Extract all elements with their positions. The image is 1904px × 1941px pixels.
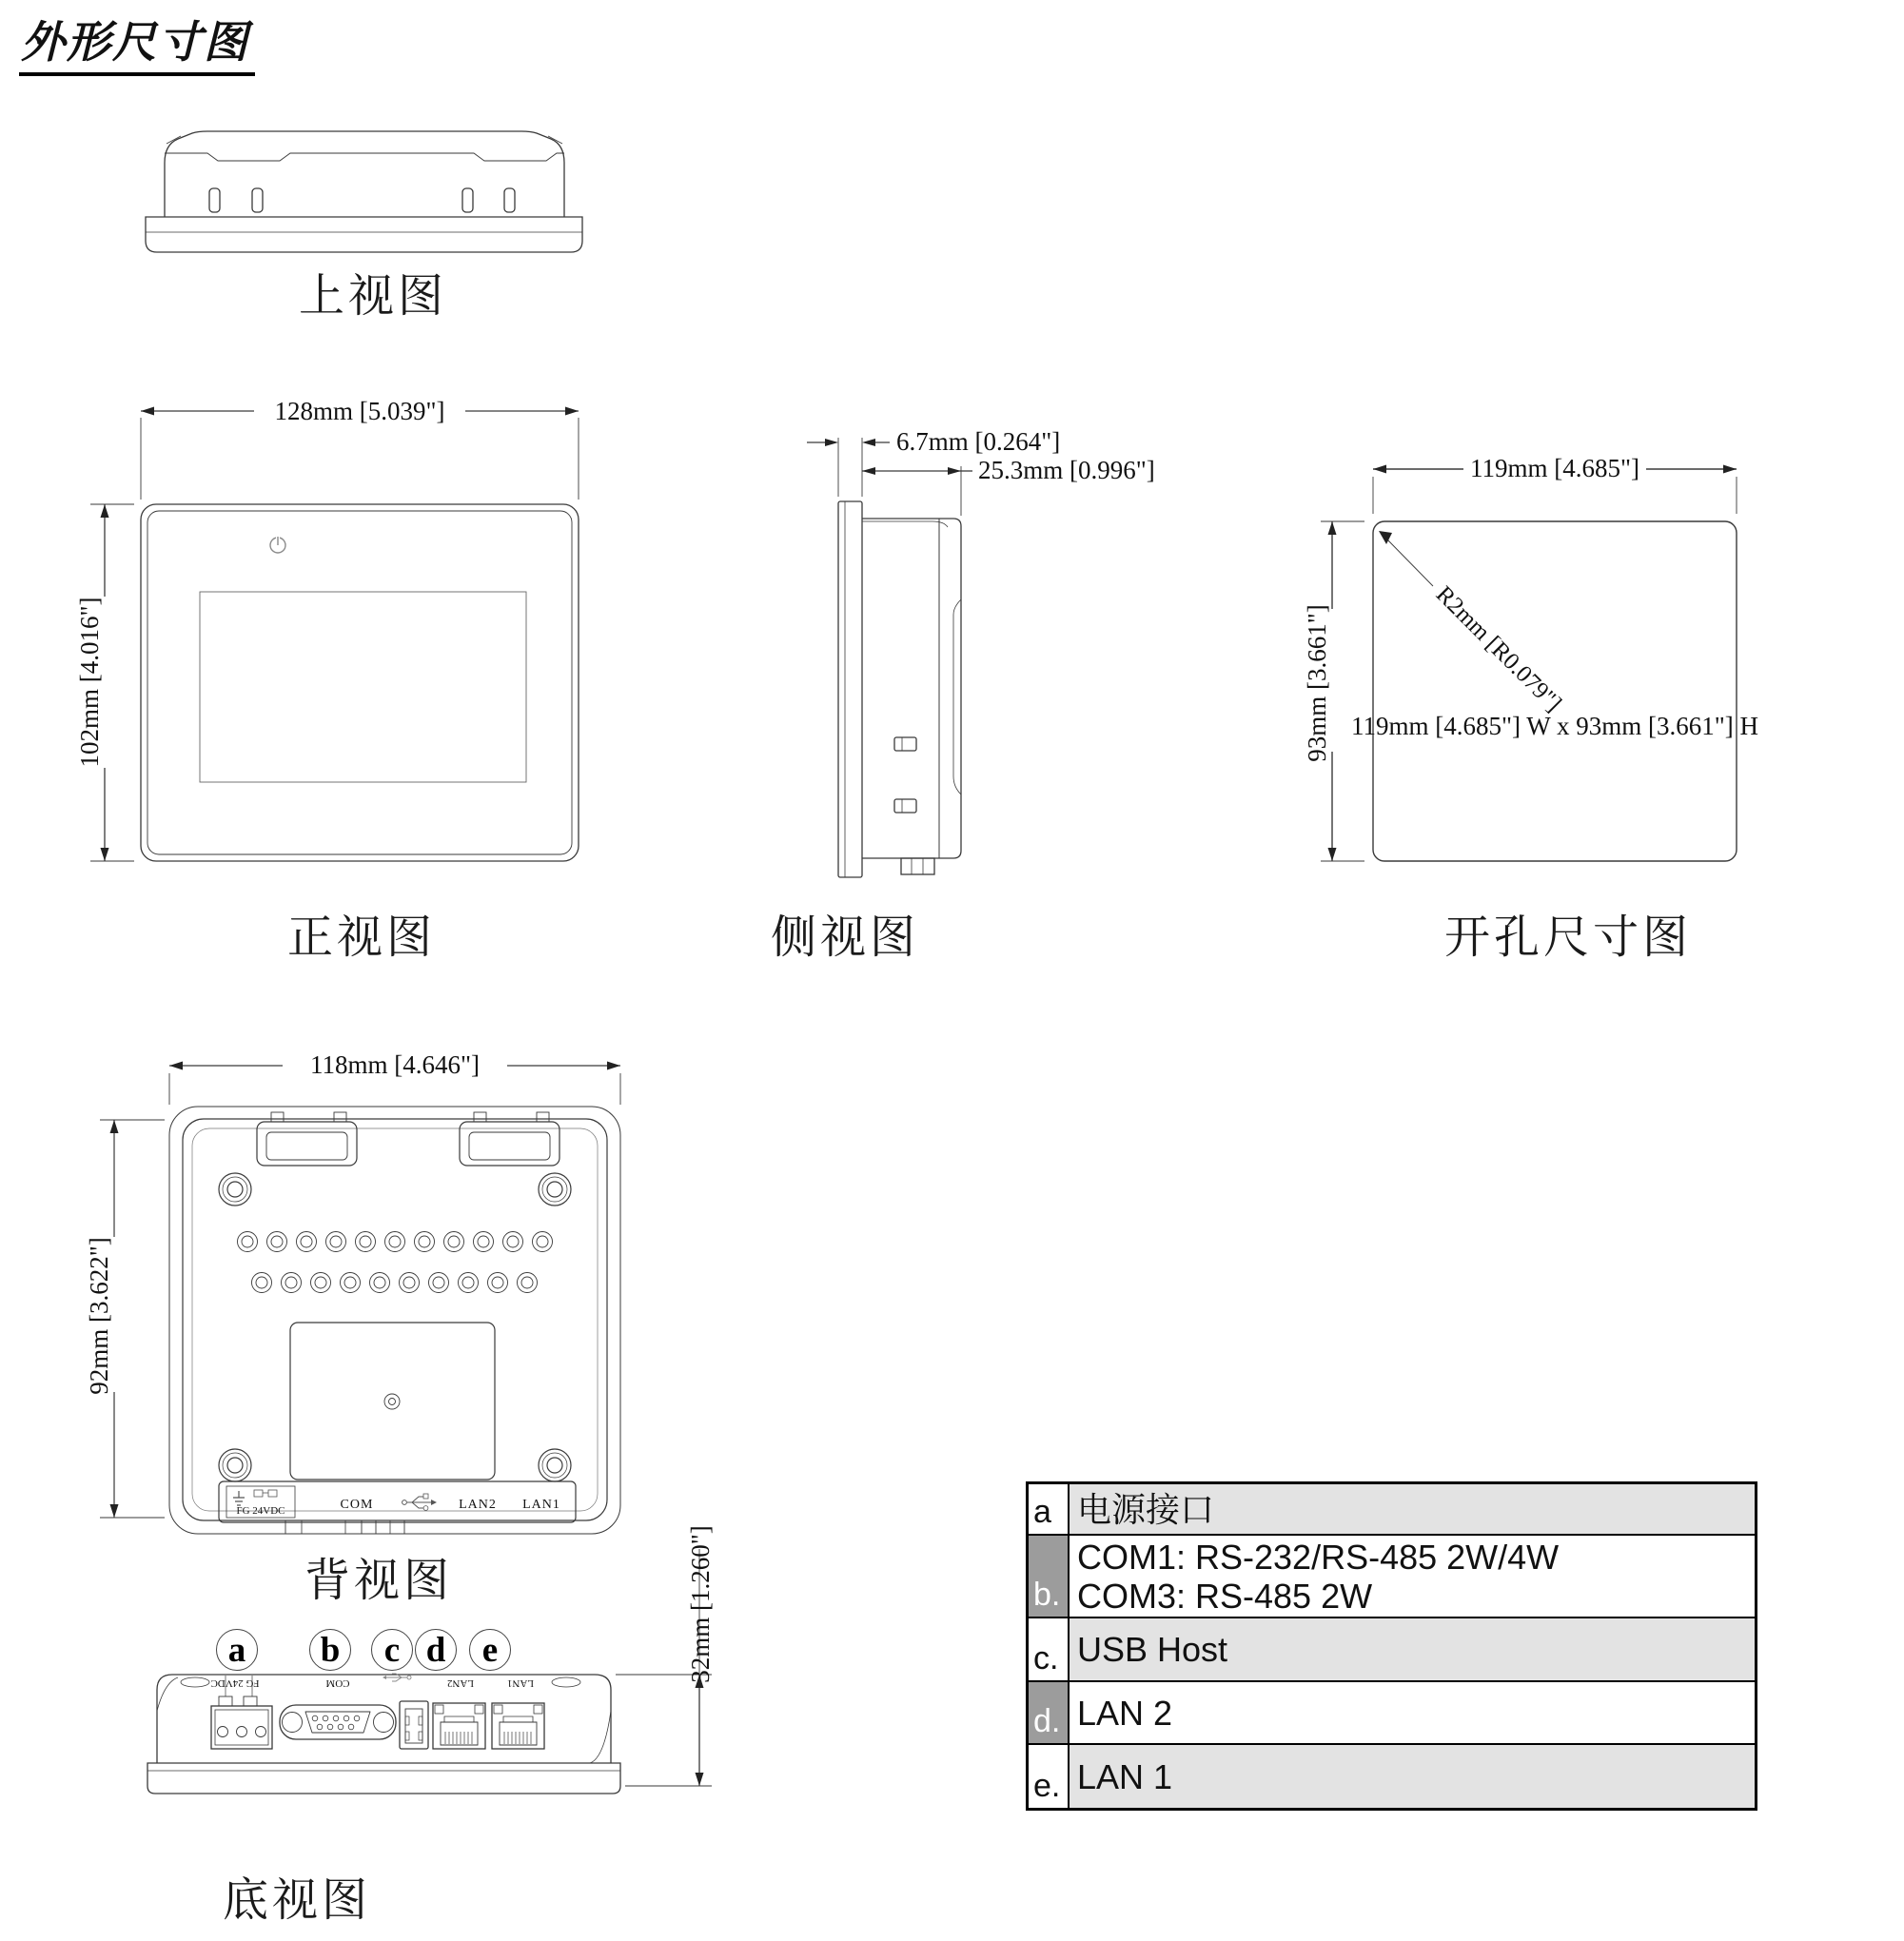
marker-d: d (415, 1629, 457, 1671)
legend-row-e (1029, 1745, 1755, 1808)
edge-label-com: COM (325, 1677, 350, 1689)
front-bezel-inner (147, 511, 572, 854)
top-view-caption: 上视图 (298, 271, 448, 322)
front-view-caption: 正视图 (286, 912, 437, 963)
power-led-icon (270, 535, 285, 553)
edge-label-power: FG 24VDC (210, 1677, 260, 1689)
legend-row-a (1029, 1484, 1755, 1536)
side-bezel-plate (838, 501, 862, 877)
legend-label-d: LAN 2 (1077, 1693, 1173, 1733)
back-view-caption: 背视图 (304, 1556, 454, 1606)
cutout-width-dim: 119mm [4.685"] (1469, 454, 1640, 482)
usb-icon (402, 1494, 437, 1510)
side-body (862, 519, 961, 858)
marker-e: e (469, 1629, 511, 1671)
legend-row-b (1029, 1536, 1755, 1618)
marker-a: a (216, 1629, 258, 1671)
vent-holes (238, 1232, 553, 1293)
ground-icon (233, 1490, 277, 1505)
back-view-drawing (71, 1042, 680, 1546)
mounting-clip-right (460, 1112, 559, 1166)
legend-label-e: LAN 1 (1077, 1756, 1173, 1796)
cutout-radius-dim: R2mm [R0.079"] (1430, 581, 1566, 717)
usb-port-connector (400, 1701, 428, 1749)
back-outer-outline (169, 1107, 620, 1534)
legend-key-a: a (1029, 1484, 1070, 1534)
front-height-dim: 102mm [4.016"] (75, 597, 104, 768)
top-view-drawing (124, 90, 599, 266)
lan2-port-label: LAN2 (459, 1498, 497, 1512)
front-width-dim: 128mm [5.039"] (274, 397, 445, 425)
legend-label-a: 电源接口 (1077, 1489, 1215, 1529)
cutout-height-dim: 93mm [3.661"] (1303, 604, 1331, 762)
legend-label-b-line2: COM3: RS-485 2W (1077, 1576, 1373, 1616)
legend-label-c: USB Host (1077, 1630, 1228, 1669)
com-port-label: COM (340, 1498, 374, 1512)
cutout-drawing (1304, 381, 1836, 885)
side-depth-dim: 25.3mm [0.996"] (978, 456, 1155, 484)
cutout-note: 119mm [4.685"] W x 93mm [3.661"] H (1350, 712, 1759, 740)
legend-key-c: c. (1029, 1618, 1070, 1680)
legend-label-b-line1: COM1: RS-232/RS-485 2W/4W (1077, 1537, 1560, 1577)
connector-legend-table (1026, 1481, 1757, 1811)
lan1-port-label: LAN1 (522, 1498, 560, 1512)
legend-row-c (1029, 1618, 1755, 1682)
top-view-flange (146, 217, 582, 252)
corner-screws (219, 1173, 571, 1481)
lan2-connector (433, 1703, 485, 1749)
power-port-label: FG 24VDC (236, 1505, 285, 1517)
side-view-caption: 侧视图 (770, 912, 920, 963)
back-height-dim: 92mm [3.622"] (85, 1237, 113, 1395)
marker-c: c (371, 1629, 413, 1671)
front-screen (200, 592, 526, 782)
bottom-view-caption: 底视图 (222, 1875, 372, 1926)
bottom-flange (147, 1763, 620, 1794)
legend-key-d: d. (1029, 1682, 1070, 1743)
front-bezel-outer (141, 504, 579, 861)
mounting-clip-left (257, 1112, 357, 1166)
edge-label-lan1: LAN1 (506, 1677, 535, 1689)
marker-b: b (309, 1629, 351, 1671)
edge-label-lan2: LAN2 (446, 1677, 475, 1689)
side-bezel-dim: 6.7mm [0.264"] (896, 427, 1061, 456)
db9-connector (280, 1705, 396, 1739)
legend-row-d (1029, 1682, 1755, 1745)
side-view-drawing (790, 409, 1155, 894)
nameplate-rect (290, 1323, 495, 1480)
bottom-height-dim: 32mm [1.260"] (686, 1525, 715, 1683)
page-title: 外形尺寸图 (19, 8, 255, 76)
back-width-dim: 118mm [4.646"] (309, 1050, 481, 1079)
legend-key-b: b. (1029, 1536, 1070, 1617)
legend-key-e: e. (1029, 1745, 1070, 1808)
lan1-connector (492, 1703, 544, 1749)
front-view-drawing (71, 395, 604, 890)
cutout-caption: 开孔尺寸图 (1443, 912, 1693, 963)
top-view-contour (165, 153, 564, 161)
